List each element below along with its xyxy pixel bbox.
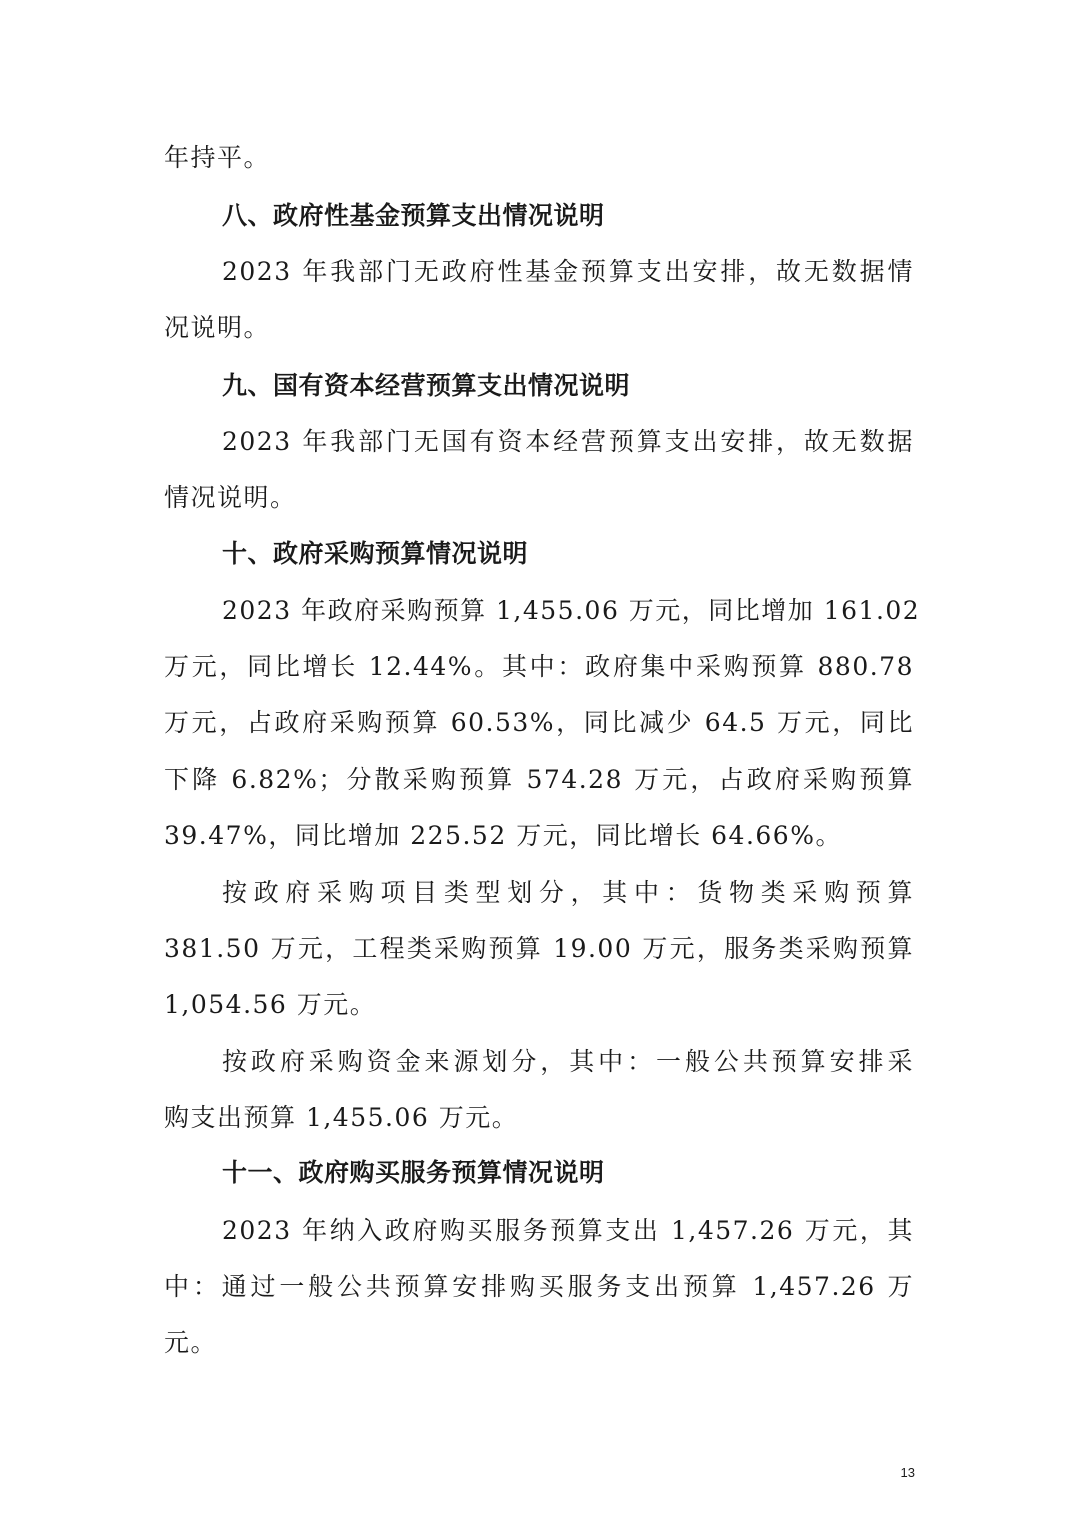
paragraph-line: 381.50 万元，工程类采购预算 19.00 万元，服务类采购预算 bbox=[164, 934, 914, 963]
paragraph-line: 况说明。 bbox=[164, 313, 271, 342]
paragraph-line: 元。 bbox=[164, 1328, 218, 1357]
paragraph-line: 2023 年政府采购预算 1,455.06 万元，同比增加 161.02 bbox=[222, 596, 921, 625]
section-heading-8: 八、政府性基金预算支出情况说明 bbox=[222, 201, 605, 230]
section-heading-11: 十一、政府购买服务预算情况说明 bbox=[222, 1158, 605, 1187]
section-heading-10: 十、政府采购预算情况说明 bbox=[222, 539, 529, 568]
paragraph-line: 购支出预算 1,455.06 万元。 bbox=[164, 1103, 519, 1132]
paragraph-line: 2023 年纳入政府购买服务预算支出 1,457.26 万元，其 bbox=[222, 1216, 914, 1245]
page-number: 13 bbox=[900, 1465, 915, 1480]
paragraph-line: 年持平。 bbox=[164, 143, 271, 172]
paragraph-line: 万元，占政府采购预算 60.53%，同比减少 64.5 万元，同比 bbox=[164, 708, 914, 737]
paragraph-line: 下降 6.82%；分散采购预算 574.28 万元，占政府采购预算 bbox=[164, 765, 914, 794]
section-heading-9: 九、国有资本经营预算支出情况说明 bbox=[222, 371, 631, 400]
paragraph-line: 万元，同比增长 12.44%。其中：政府集中采购预算 880.78 bbox=[164, 652, 914, 681]
paragraph-line: 2023 年我部门无政府性基金预算支出安排，故无数据情 bbox=[222, 257, 914, 286]
paragraph-line: 按政府采购资金来源划分，其中：一般公共预算安排采 bbox=[222, 1047, 914, 1076]
paragraph-line: 1,054.56 万元。 bbox=[164, 990, 377, 1019]
paragraph-line: 39.47%，同比增加 225.52 万元，同比增长 64.66%。 bbox=[164, 821, 842, 850]
paragraph-line: 2023 年我部门无国有资本经营预算支出安排，故无数据 bbox=[222, 427, 914, 456]
paragraph-line: 按政府采购项目类型划分，其中：货物类采购预算 bbox=[222, 878, 914, 907]
paragraph-line: 情况说明。 bbox=[164, 483, 297, 512]
paragraph-line: 中：通过一般公共预算安排购买服务支出预算 1,457.26 万 bbox=[164, 1272, 914, 1301]
